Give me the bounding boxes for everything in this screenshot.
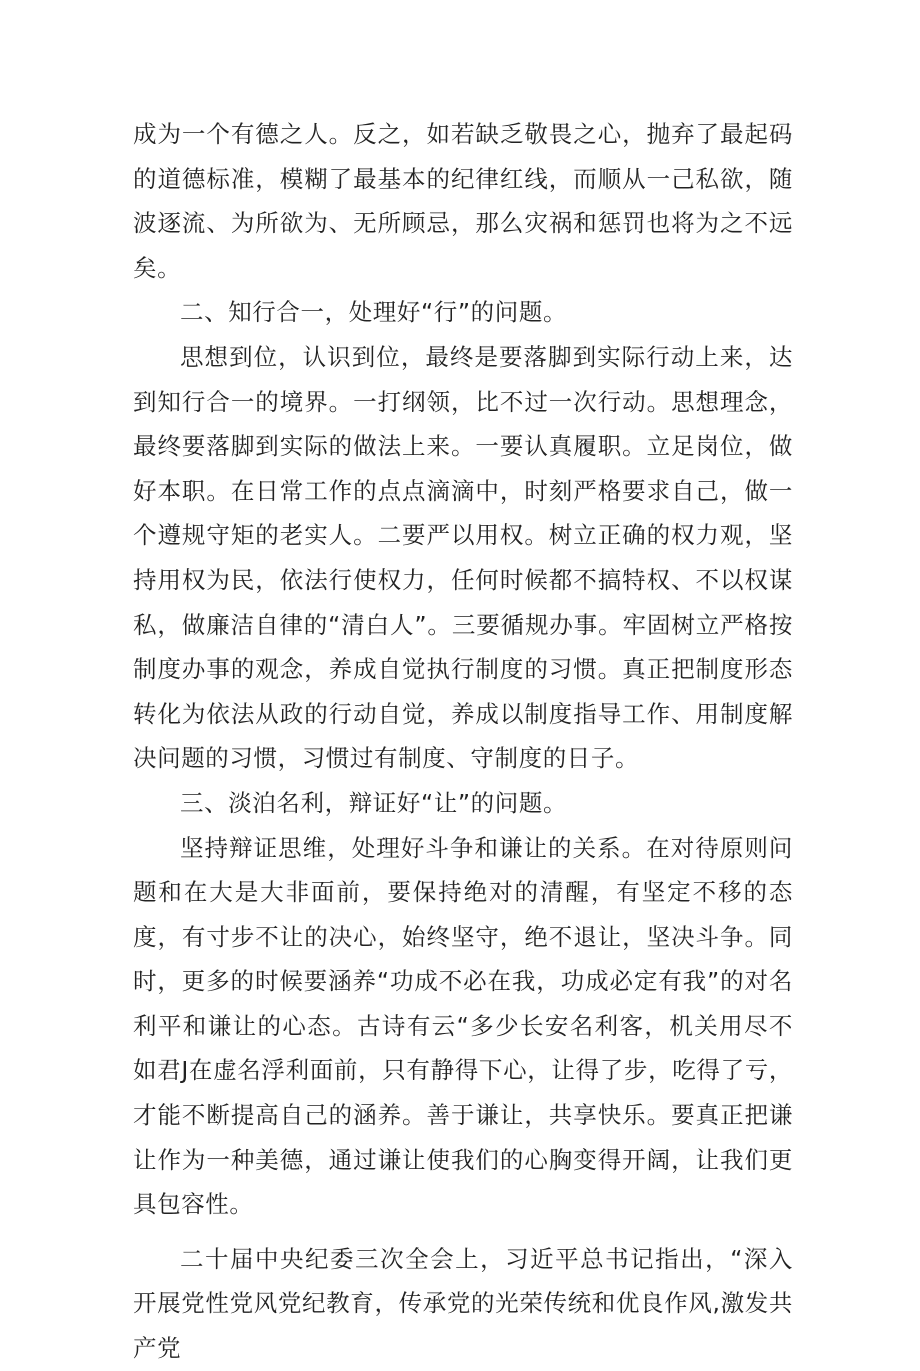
section-heading-2: 二、知行合一，处理好“行”的问题。 <box>180 298 568 327</box>
document-body <box>133 112 793 1371</box>
paragraph-zhixingheyi: 思想到位，认识到位，最终是要落脚到实际行动上来，达到知行合一的境界。一打纲领，比不过一次行动。思想理念，最终要落脚到实际的做法上来。一要认真履职。立足岗位，做好本职。在日常工作的点点滴滴中，时刻严格要求自己，做一个遵规守矩的老实人。二要严以用权。树立正确的权力观，坚持用权为民，依法行使权力，任何时候都不搞特权、不以权谋私，做廉洁自律的“清白人”。三要循规办事。牢固树立严格按制度办事的观念，养成自觉执行制度的习惯。真正把制度形态转化为依法从政的行动自觉，养成以制度指导工作、用制度解决问题的习惯，习惯过有制度、守制度的日子。 <box>133 342 793 773</box>
paragraph-spacer <box>133 1227 793 1237</box>
paragraph-continuation: 成为一个有德之人。反之，如若缺乏敬畏之心，抛弃了最起码的道德标准，模糊了最基本的纪律红线，而顺从一己私欲，随波逐流、为所欲为、无所顾忌，那么灾祸和惩罚也将为之不远矣。 <box>133 120 793 282</box>
paragraph-danbomingli: 坚持辩证思维，处理好斗争和谦让的关系。在对待原则问题和在大是大非面前，要保持绝对的清醒，有坚定不移的态度，有寸步不让的决心，始终坚守，绝不退让，坚决斗争。同时，更多的时候要涵养“功成不必在我，功成必定有我”的对名利平和谦让的心态。古诗有云“多少长安名利客，机关用尽不如君J在虚名浮利面前，只有静得下心，让得了步，吃得了亏，才能不断提高自己的涵养。善于谦让，共享快乐。要真正把谦让作为一种美德，通过谦让使我们的心胸变得开阔，让我们更具包容性。 <box>133 833 793 1219</box>
paragraph-quote-intro: 二十届中央纪委三次全会上，习近平总书记指出，“深入开展党性党风党纪教育，传承党的光荣传统和优良作风,激发共产党 <box>133 1244 793 1363</box>
section-heading-3: 三、淡泊名利，辩证好“让”的问题。 <box>180 788 568 817</box>
